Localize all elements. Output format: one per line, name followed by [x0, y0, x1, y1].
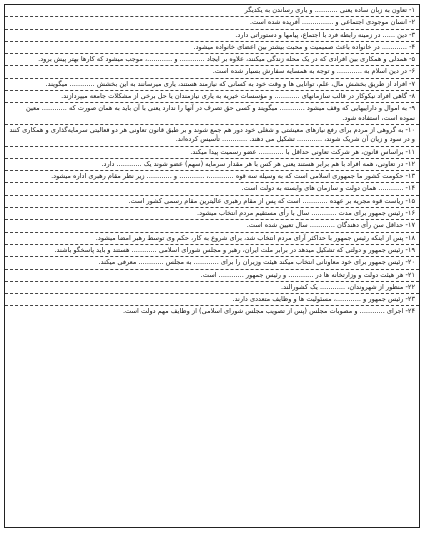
- question-text: ۲۳- رئیس جمهور و ............، مسئولیت ها و وظایف متعددی دارند.: [232, 295, 415, 304]
- question-text: ۲۱- هر هیئت دولت و وزارتخانه ها در ............ و رئیس جمهور ............ است.: [200, 270, 415, 279]
- question-text: ۱۰- به گروهی از مردم برای رفع نیازهای معیشتی و شغلی خود دور هم جمع شوند و بر طبق قانون تعاونی هر دو فعالیتی سرمایه‌گذاری و همکاری کنند و در سود و زیان آن شریک شوند، ............ تشکیل می دهند. ............ تأسیس کرده‌اند.: [9, 125, 415, 144]
- question-17: [5, 220, 419, 232]
- question-5: [5, 54, 419, 66]
- question-text: ۹- به اموال و داراییهایی که وقف میشود ............ میگویند و کسی حق تصرف در آنها را ندارد یعنی با آن باید به همان صورت که ............ معین نموده است، استفاده شود.: [25, 104, 415, 122]
- question-20: [5, 257, 419, 269]
- question-text: ۲۰- رئیس جمهور برای خود معاونانی انتخاب میکند هیئت وزیران را برای ............ به مجلس ............ معرفی میکند.: [98, 258, 415, 267]
- question-text: ۵- همدلی و همکاری بین افرادی که در یک محله زندگی میکنند، علاوه بر ایجاد ............ و ............، موجب میشود که کارها بهتر پیش برود.: [38, 55, 415, 64]
- question-11: [5, 147, 419, 159]
- question-text: ۸- گاهی افراد نیکوکار در قالب سازمانهای ............ و مؤسسات خیریه به یاری نیازمندان یا حل برخی از مشکلات جامعه میپردازند.: [61, 92, 415, 101]
- question-12: [5, 159, 419, 171]
- question-8: [5, 91, 419, 103]
- question-text: ۳- دین ...... در زمینه رابطه فرد با اجتماع، پیامها و دستوراتی دارد.: [235, 30, 415, 39]
- question-text: ۱۸- پس از اینکه رئیس جمهور با حداکثر آرای مردم انتخاب شد، برای شروع به کار، حکم وی توسط رهبر امضا میشود.: [95, 233, 415, 242]
- question-9: [5, 103, 419, 125]
- question-14: [5, 183, 419, 195]
- question-19: [5, 245, 419, 257]
- question-text: ۱- تعاون به زبان ساده یعنی ........... و یاری رساندن به یکدیگر: [244, 6, 415, 14]
- question-text: ۲۴- اجرای ............ و مصوبات مجلس (پس از تصویب مجلس شورای اسلامی) از وظایف مهم دولت است.: [122, 307, 415, 316]
- question-text: ۱۴- ............ همان دولت و سازمان های وابسته به دولت است.: [241, 184, 415, 193]
- question-text: ۱۵- ریاست قوه مجریه بر عهده ............ است که پس از مقام رهبری عالیترین مقام رسمی کشور است.: [128, 196, 415, 205]
- question-text: ۱۱- براساس قانون، هر شرکت تعاونی حداقل با ............ عضو رسمیت پیدا میکند.: [190, 147, 415, 156]
- question-2: [5, 17, 419, 29]
- question-23: [5, 294, 419, 306]
- question-7: [5, 79, 419, 91]
- question-text: ۴- ............ در خانواده باعث صمیمیت و محبت بیشتر بین اعضای خانواده میشود.: [193, 42, 415, 51]
- question-text: ۲۲- منظور از شهروندان، ............ یک کشورالند.: [281, 282, 415, 291]
- worksheet: [4, 4, 420, 528]
- question-text: ۷- افراد از طریق بخشش مال، علم، توانایی ها و وقت خود به کسانی که نیازمند هستند، یاری میرسانند به این بخشش ............ میگویند.: [45, 79, 415, 88]
- question-text: ۱۷- حداقل سن رأی دهندگان ............ سال تعیین شده است.: [246, 221, 415, 230]
- question-18: [5, 233, 419, 245]
- question-22: [5, 282, 419, 294]
- question-text: ۲- انسان موجودی اجتماعی و ............... آفریده شده است.: [249, 18, 415, 27]
- question-21: [5, 270, 419, 282]
- question-15: [5, 196, 419, 208]
- question-text: ۱۲- در تعاونی، همه افراد با هم برابر هستند یعنی هر کس با هر مقدار سرمایه (سهم) عضو شوند یک ............ دارد.: [101, 159, 415, 168]
- question-13: [5, 171, 419, 183]
- question-4: [5, 42, 419, 54]
- question-24: [5, 306, 419, 317]
- question-text: ۶- در دین اسلام به ............ و توجه به همسایه سفارش بسیار شده است.: [212, 67, 415, 76]
- question-1: [5, 5, 419, 17]
- question-text: ۱۹- رئیس جمهور و دولتی که تشکیل میدهد در برابر ملت ایران، رهبر و مجلس شورای اسلامی ............ هستند و باید پاسخگو باشند.: [54, 245, 415, 254]
- question-text: ۱۳- حکومت کشور ما جمهوری اسلامی است که به وسیله سه قوه ............، ............ و ............ زیر نظر مقام رهبری اداره میشود.: [51, 172, 415, 181]
- question-10: [5, 125, 419, 147]
- question-3: [5, 30, 419, 42]
- question-6: [5, 66, 419, 78]
- question-text: ۱۶- رئیس جمهور برای مدت ............ سال با رأی مستقیم مردم انتخاب میشود.: [196, 209, 415, 218]
- question-16: [5, 208, 419, 220]
